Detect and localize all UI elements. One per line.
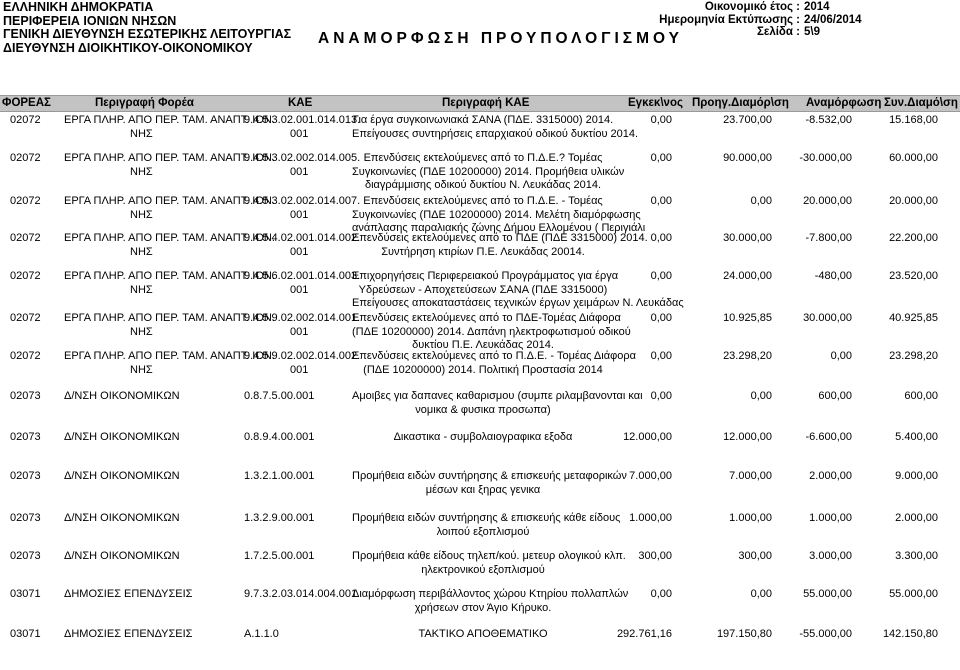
row-syn-value: 23.520,00 — [889, 270, 938, 282]
row-kae-sub: 001 — [290, 208, 309, 221]
row-foreas-code: 02072 — [10, 114, 41, 126]
row-anamorfosi-value: -30.000,00 — [799, 152, 852, 164]
row-foreas-code: 02072 — [10, 312, 41, 324]
row-anamorfosi-value: 600,00 — [818, 390, 852, 402]
row-anamorfosi-value: 3.000,00 — [809, 550, 852, 562]
page-label: Σελίδα : — [756, 26, 800, 38]
col-kae: ΚΑΕ — [288, 97, 313, 109]
row-syn-value: 2.000,00 — [895, 512, 938, 524]
row-kae-desc: Συντήρηση κτιρίων Π.Ε. Λευκάδας 20014. — [381, 245, 585, 258]
row-kae-desc: διαγράμμισης οδικού δυκτίου Ν. Λευκάδας 2014. — [364, 179, 602, 191]
row-foreas-desc: ΔΗΜΟΣΙΕΣ ΕΠΕΝΔΥΣΕΙΣ — [64, 628, 193, 640]
row-foreas-code: 02072 — [10, 152, 41, 164]
row-foreas-desc: ΝΗΣ — [130, 165, 153, 178]
row-kae-code: 1.7.2.5.00.001 — [244, 550, 315, 562]
col-egkek: Εγκεκ\νος — [628, 97, 683, 109]
row-syn-value: 55.000,00 — [889, 588, 938, 600]
row-anamorfosi-value: -480,00 — [814, 270, 852, 282]
row-kae-desc: Για έργα συγκοινωνιακά ΣΑΝΑ (ΠΔΕ. 3315000) 2014. — [352, 114, 614, 126]
row-kae-sub: 001 — [290, 363, 309, 376]
row-egkek-value: 292.761,16 — [616, 628, 672, 640]
row-kae-desc: χρήσεων στον Άγιο Κήρυκο. — [414, 601, 552, 614]
row-egkek-value: 12.000,00 — [623, 431, 672, 443]
row-kae-code: 9.4.5.3.02.002.014.007. — [244, 195, 361, 207]
row-foreas-code: 02072 — [10, 195, 41, 207]
row-foreas-desc: ΕΡΓΑ ΠΛΗΡ. ΑΠΟ ΠΕΡ. ΤΑΜ. ΑΝΑΠΤ. ΙΟΝ. — [64, 195, 275, 207]
col-anamorfosi: Αναμόρφωση — [806, 97, 882, 109]
row-kae-code: 0.8.9.4.00.001 — [244, 431, 315, 443]
row-proig-value: 7.000,00 — [729, 470, 772, 482]
row-foreas-desc: ΕΡΓΑ ΠΛΗΡ. ΑΠΟ ΠΕΡ. ΤΑΜ. ΑΝΑΠΤ. ΙΟΝ. — [64, 270, 275, 282]
row-foreas-code: 02073 — [10, 431, 41, 443]
org-line: ΠΕΡΙΦΕΡΕΙΑ ΙΟΝΙΩΝ ΝΗΣΩΝ — [3, 13, 177, 28]
col-foreas-desc: Περιγραφή Φορέα — [95, 97, 194, 109]
row-kae-desc: (ΠΔΕ 10200000) 2014. Πολιτική Προστασία 2014 — [363, 363, 603, 376]
row-kae-sub: 001 — [290, 245, 309, 258]
row-egkek-value: 1.000,00 — [629, 512, 672, 524]
row-foreas-desc: Δ/ΝΣΗ ΟΙΚΟΝΟΜΙΚΩΝ — [64, 512, 180, 524]
row-egkek-value: 0,00 — [650, 350, 672, 362]
row-foreas-desc: Δ/ΝΣΗ ΟΙΚΟΝΟΜΙΚΩΝ — [64, 431, 180, 443]
row-egkek-value: 0,00 — [650, 232, 672, 244]
row-foreas-desc: ΝΗΣ — [130, 283, 153, 296]
row-anamorfosi-value: 55.000,00 — [803, 588, 852, 600]
row-kae-desc: ΤΑΚΤΙΚΟ ΑΠΟΘΕΜΑΤΙΚΟ — [418, 628, 548, 640]
row-kae-desc: Συγκοινωνίες (ΠΔΕ 10200000) 2014. Προμήθεια υλικών — [352, 165, 625, 178]
row-proig-value: 12.000,00 — [723, 431, 772, 443]
row-kae-code: 0.8.7.5.00.001 — [244, 390, 315, 402]
row-proig-value: 197.150,80 — [716, 628, 772, 640]
row-foreas-code: 02073 — [10, 390, 41, 402]
row-kae-desc: ηλεκτρονικού εξοπλισμού — [421, 563, 545, 576]
row-kae-desc: Προμήθεια κάθε είδους τηλεπ/κού. μετευρ ολογικού κλπ. — [352, 550, 626, 562]
row-syn-value: 40.925,85 — [889, 312, 938, 324]
row-kae-desc: Επενδύσεις εκτελούμενες από το Π.Δ.Ε. - Τομέας — [363, 195, 603, 207]
row-proig-value: 300,00 — [738, 550, 772, 562]
row-foreas-desc: ΝΗΣ — [130, 127, 153, 140]
row-kae-code: 9.4.5.9.02.002.014.001. — [244, 312, 361, 324]
col-kae-desc: Περιγραφή ΚΑΕ — [442, 97, 530, 109]
row-syn-value: 22.200,00 — [889, 232, 938, 244]
row-anamorfosi-value: 2.000,00 — [809, 470, 852, 482]
row-kae-desc: λοιπού εξοπλισμού — [436, 525, 530, 538]
row-foreas-code: 02072 — [10, 350, 41, 362]
row-foreas-desc: Δ/ΝΣΗ ΟΙΚΟΝΟΜΙΚΩΝ — [64, 390, 180, 402]
row-kae-desc: Προμήθεια ειδών συντήρησης & επισκευής μεταφορικών — [352, 470, 627, 482]
row-foreas-code: 03071 — [10, 588, 41, 600]
header-org-block — [3, 1, 291, 55]
row-foreas-desc: ΝΗΣ — [130, 208, 153, 221]
row-anamorfosi-value: 20.000,00 — [803, 195, 852, 207]
row-kae-desc: Προμήθεια ειδών συντήρησης & επισκευής κάθε είδους — [352, 512, 621, 524]
row-kae-code: 9.4.5.3.02.002.014.005. — [244, 152, 361, 164]
page-value: 5\9 — [804, 26, 820, 38]
row-kae-sub: 001 — [290, 127, 309, 140]
row-kae-desc: Υδρεύσεων - Αποχετεύσεων ΣΑΝΑ (ΠΔΕ 3315000) — [358, 283, 608, 296]
row-egkek-value: 7.000,00 — [629, 470, 672, 482]
row-egkek-value: 0,00 — [650, 390, 672, 402]
row-foreas-desc: ΝΗΣ — [130, 325, 153, 338]
report-title: ΑΝΑΜΟΡΦΩΣΗ ΠΡΟΥΠΟΛΟΓΙΣΜΟΥ — [318, 30, 683, 47]
row-kae-desc: Επενδύσεις εκτελούμενες από το Π.Δ.Ε. - Τομέας Διάφορα — [352, 350, 636, 362]
row-proig-value: 0,00 — [750, 195, 772, 207]
row-syn-value: 3.300,00 — [895, 550, 938, 562]
row-kae-desc: Επενδύσεις εκτελούμενες από το Π.Δ.Ε.? Τομέας — [363, 152, 603, 164]
col-syn: Συν.Διαμό\ση — [884, 97, 958, 109]
row-anamorfosi-value: 1.000,00 — [809, 512, 852, 524]
row-kae-desc: νομικα & φυσικα προσωπα) — [415, 403, 551, 416]
header-meta-block — [640, 1, 862, 39]
row-proig-value: 30.000,00 — [723, 232, 772, 244]
row-foreas-desc: ΕΡΓΑ ΠΛΗΡ. ΑΠΟ ΠΕΡ. ΤΑΜ. ΑΝΑΠΤ. ΙΟΝ. — [64, 232, 275, 244]
row-kae-desc: Αμοιβες για δαπανες καθαρισμου (συμπε ριλαμβανονται και — [352, 390, 643, 402]
row-anamorfosi-value: -8.532,00 — [805, 114, 852, 126]
row-foreas-code: 02073 — [10, 470, 41, 482]
row-kae-sub: 001 — [290, 283, 309, 296]
row-kae-desc: μέσων και ξηρας γενικα — [425, 483, 541, 496]
row-proig-value: 90.000,00 — [723, 152, 772, 164]
row-foreas-desc: ΕΡΓΑ ΠΛΗΡ. ΑΠΟ ΠΕΡ. ΤΑΜ. ΑΝΑΠΤ. ΙΟΝ. — [64, 312, 275, 324]
row-foreas-desc: ΝΗΣ — [130, 245, 153, 258]
row-egkek-value: 0,00 — [650, 270, 672, 282]
row-foreas-desc: ΕΡΓΑ ΠΛΗΡ. ΑΠΟ ΠΕΡ. ΤΑΜ. ΑΝΑΠΤ. ΙΟΝ. — [64, 350, 275, 362]
row-kae-code: Α.1.1.0 — [244, 628, 279, 640]
row-syn-value: 20.000,00 — [889, 195, 938, 207]
row-syn-value: 600,00 — [904, 390, 938, 402]
row-kae-desc: Επενδύσεις εκτελούμενες από το ΠΔΕ-Τομέας Διάφορα — [352, 312, 621, 324]
row-proig-value: 10.925,85 — [723, 312, 772, 324]
row-kae-desc: Συγκοινωνίες (ΠΔΕ 10200000) 2014. Μελέτη διαμόρφωσης — [352, 208, 641, 221]
row-kae-desc: ανάπλασης παραλιακής ζώνης Δήμου Ελλομένου ( Περιγιάλι — [352, 222, 646, 234]
row-kae-desc: (ΠΔΕ 10200000) 2014. Δαπάνη ηλεκτροφωτισμού οδικού — [352, 325, 631, 338]
row-proig-value: 0,00 — [750, 390, 772, 402]
row-foreas-code: 03071 — [10, 628, 41, 640]
row-anamorfosi-value: 30.000,00 — [803, 312, 852, 324]
row-proig-value: 23.298,20 — [723, 350, 772, 362]
row-foreas-desc: ΔΗΜΟΣΙΕΣ ΕΠΕΝΔΥΣΕΙΣ — [64, 588, 193, 600]
row-kae-desc: Επείγουσες συντηρήσεις επαρχιακού οδικού δυκτίου 2014. — [352, 127, 639, 140]
row-kae-sub: 001 — [290, 325, 309, 338]
row-kae-code: 9.4.5.4.02.001.014.002. — [244, 232, 361, 244]
row-kae-code: 9.4.5.9.02.002.014.002. — [244, 350, 361, 362]
row-kae-code: 9.4.5.6.02.001.014.003. — [244, 270, 361, 282]
row-kae-desc: δυκτίου Π.Ε. Λευκάδας 2014. — [412, 339, 554, 351]
row-egkek-value: 0,00 — [650, 195, 672, 207]
row-anamorfosi-value: -7.800,00 — [805, 232, 852, 244]
row-foreas-desc: ΕΡΓΑ ΠΛΗΡ. ΑΠΟ ΠΕΡ. ΤΑΜ. ΑΝΑΠΤ. ΙΟΝ. — [64, 152, 275, 164]
print-date-label: Ημερομηνία Εκτύπωσης : — [659, 13, 800, 26]
row-foreas-code: 02072 — [10, 270, 41, 282]
row-egkek-value: 0,00 — [650, 588, 672, 600]
row-foreas-desc: Δ/ΝΣΗ ΟΙΚΟΝΟΜΙΚΩΝ — [64, 470, 180, 482]
row-foreas-code: 02073 — [10, 550, 41, 562]
row-egkek-value: 0,00 — [650, 312, 672, 324]
row-kae-code: 9.4.5.3.02.001.014.013. — [244, 114, 361, 126]
row-syn-value: 23.298,20 — [889, 350, 938, 362]
row-kae-sub: 001 — [290, 165, 309, 178]
col-proig: Προηγ.Διαμόρ\ση — [692, 97, 789, 109]
row-kae-desc: Επείγουσες αποκαταστάσεις τεχνικών έργων χειμάρων Ν. Λευκάδας — [352, 297, 684, 309]
fiscal-year-label: Οικονομικό έτος : — [704, 1, 800, 13]
row-kae-desc: Επενδύσεις εκτελούμενες από το ΠΔΕ (ΠΔΕ 3315000) 2014. — [352, 232, 648, 244]
row-egkek-value: 0,00 — [650, 114, 672, 126]
org-line: ΓΕΝΙΚΗ ΔΙΕΥΘΥΝΣΗ ΕΣΩΤΕΡΙΚΗΣ ΛΕΙΤΟΥΡΓΙΑΣ — [3, 27, 292, 41]
row-kae-code: 9.7.3.2.03.014.004.001 — [244, 588, 358, 600]
org-line: ΔΙΕΥΘΥΝΣΗ ΔΙΟΙΚΗΤΙΚΟΥ-ΟΙΚΟΝΟΜΙΚΟΥ — [3, 40, 253, 55]
row-kae-code: 1.3.2.1.00.001 — [244, 470, 315, 482]
col-foreas: ΦΟΡΕΑΣ — [2, 97, 51, 109]
row-foreas-code: 02072 — [10, 232, 41, 244]
org-line: ΕΛΛΗΝΙΚΗ ΔΗΜΟΚΡΑΤΙΑ — [3, 0, 154, 14]
row-proig-value: 23.700,00 — [723, 114, 772, 126]
row-syn-value: 142.150,80 — [882, 628, 938, 640]
row-syn-value: 60.000,00 — [889, 152, 938, 164]
fiscal-year-value: 2014 — [804, 1, 830, 13]
row-foreas-desc: Δ/ΝΣΗ ΟΙΚΟΝΟΜΙΚΩΝ — [64, 550, 180, 562]
row-anamorfosi-value: -55.000,00 — [799, 628, 852, 640]
row-proig-value: 0,00 — [750, 588, 772, 600]
row-kae-code: 1.3.2.9.00.001 — [244, 512, 315, 524]
row-syn-value: 9.000,00 — [895, 470, 938, 482]
row-kae-desc: Επιχορηγήσεις Περιφερειακού Προγράμματος για έργα — [352, 270, 619, 282]
row-syn-value: 15.168,00 — [889, 114, 938, 126]
row-kae-desc: Δικαστικα - συμβολαιογραφικα εξοδα — [393, 431, 573, 443]
row-kae-desc: Διαμόρφωση περιβάλλοντος χώρου Κτηρίου πολλαπλών — [352, 588, 629, 600]
row-anamorfosi-value: 0,00 — [830, 350, 852, 362]
row-anamorfosi-value: -6.600,00 — [805, 431, 852, 443]
row-proig-value: 24.000,00 — [723, 270, 772, 282]
row-proig-value: 1.000,00 — [729, 512, 772, 524]
print-date-value: 24/06/2014 — [804, 13, 862, 26]
row-syn-value: 5.400,00 — [895, 431, 938, 443]
column-header-row — [0, 95, 960, 112]
row-foreas-desc: ΕΡΓΑ ΠΛΗΡ. ΑΠΟ ΠΕΡ. ΤΑΜ. ΑΝΑΠΤ. ΙΟΝ. — [64, 114, 275, 126]
row-foreas-desc: ΝΗΣ — [130, 363, 153, 376]
row-egkek-value: 0,00 — [650, 152, 672, 164]
row-egkek-value: 300,00 — [638, 550, 672, 562]
row-foreas-code: 02073 — [10, 512, 41, 524]
